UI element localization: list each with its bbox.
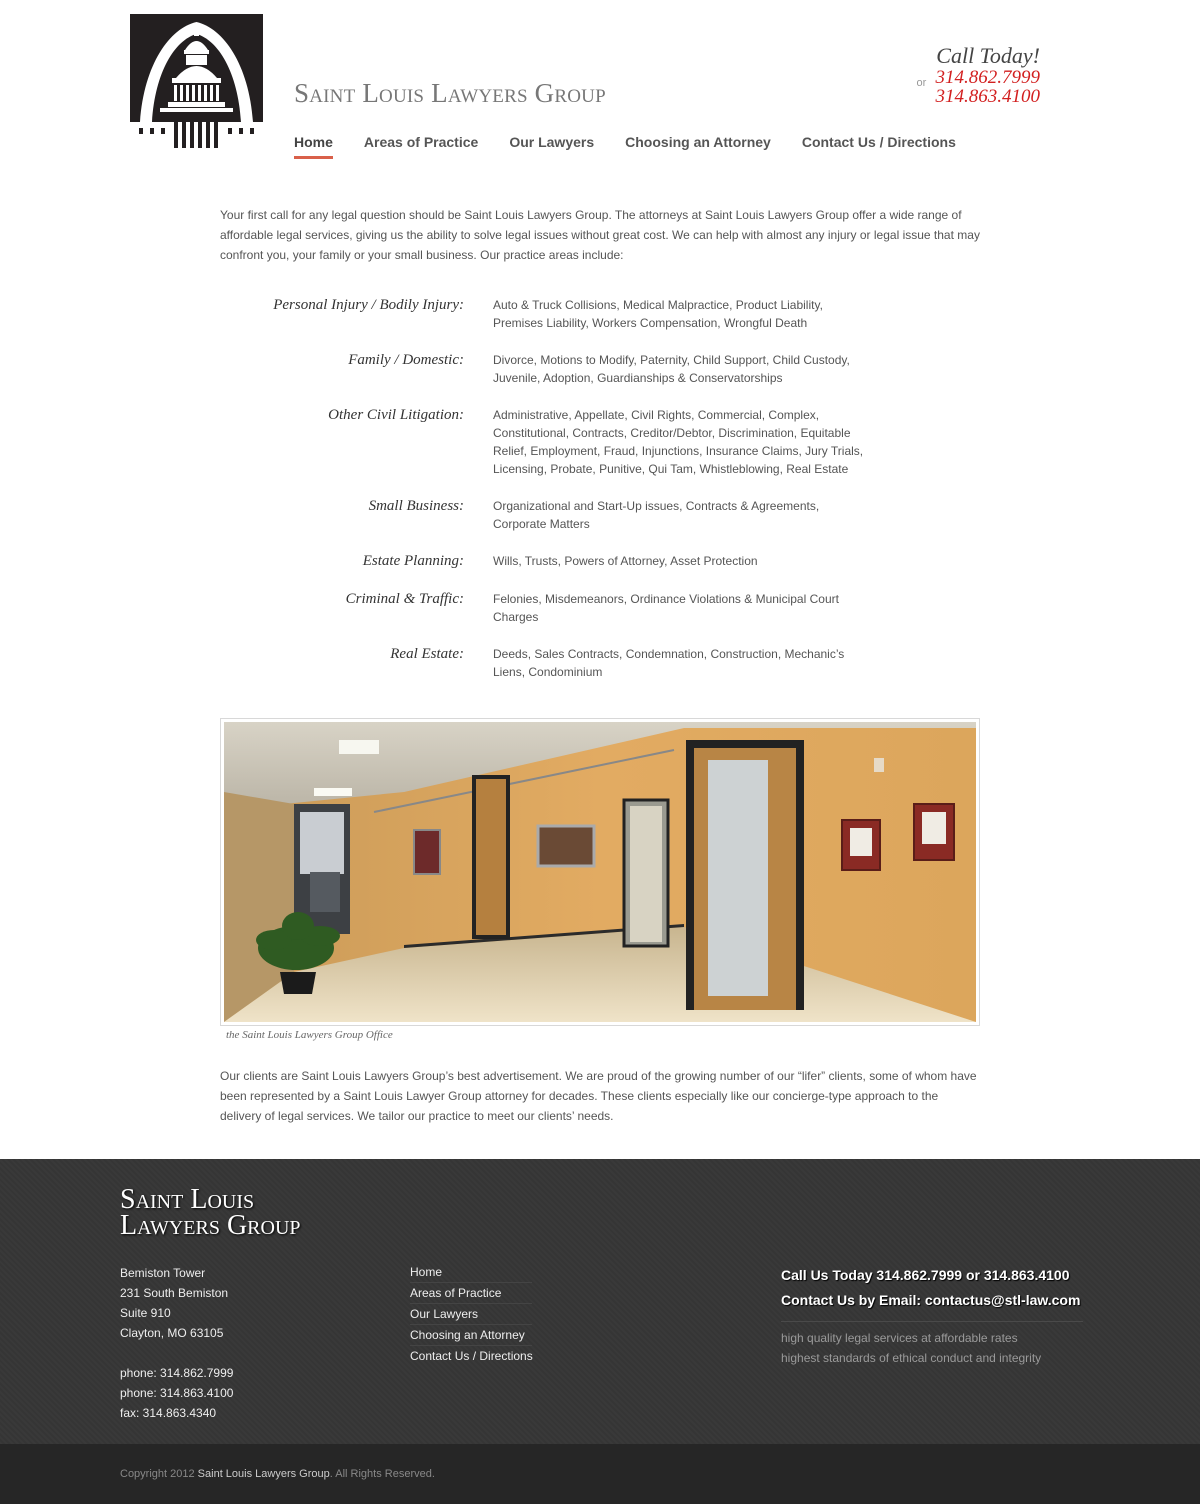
practice-label: Criminal & Traffic:	[345, 591, 464, 607]
clients-paragraph: Our clients are Saint Louis Lawyers Group’s best advertisement. We are proud of the growing number of our “lifer” clients, some of whom have been represented by a Saint Louis Lawyer Group attorney for decades. These clients especially like our concierge-type approach to the delivery of legal services. We tailor our practice to meet our clients’ needs.	[220, 1069, 977, 1123]
office-photo	[220, 718, 980, 1026]
header-phone-1[interactable]: 314.862.7999	[935, 67, 1040, 88]
footer-link-our-lawyers[interactable]: Our Lawyers	[410, 1305, 532, 1325]
footer-logo[interactable]	[120, 1184, 301, 1241]
intro-paragraph: Your first call for any legal question should be Saint Louis Lawyers Group. The attorneys at Saint Louis Lawyers Group offer a wide range of affordable legal services, giving us the ability to solve legal issues without great cost. We can help with almost any injury or legal issue that may confront you, your family or your small business. Our practice areas include:	[220, 208, 980, 262]
footer-logo-line-2: Lawyers Group	[120, 1210, 301, 1241]
tagline: highest standards of ethical conduct and integrity	[781, 1351, 1042, 1365]
copyright-text	[120, 1468, 435, 1480]
footer-contact	[781, 1263, 1083, 1368]
practice-row-family	[220, 351, 980, 387]
practice-label: Small Business:	[368, 498, 464, 514]
practice-areas-list	[220, 296, 980, 700]
address-line: Bemiston Tower	[120, 1266, 206, 1280]
call-today-heading: Call Today!	[936, 43, 1040, 68]
footer-divider	[781, 1321, 1083, 1322]
or-label: or	[916, 77, 927, 89]
nav-home[interactable]: Home	[294, 134, 333, 159]
practice-desc: Divorce, Motions to Modify, Paternity, Child Support, Child Custody, Juvenile, Adoption, Guardianships & Conservatorships	[493, 353, 850, 385]
practice-row-small-business	[220, 497, 980, 533]
office-hallway-image	[224, 722, 976, 1022]
capitol-arch-logo-icon[interactable]	[130, 14, 263, 150]
practice-label: Family / Domestic:	[348, 352, 464, 368]
call-numbers	[916, 67, 1041, 107]
address-line: Clayton, MO 63105	[120, 1326, 224, 1340]
practice-row-criminal-traffic	[220, 590, 980, 626]
practice-label: Personal Injury / Bodily Injury:	[273, 297, 464, 313]
site-footer	[0, 1159, 1200, 1444]
practice-desc: Administrative, Appellate, Civil Rights, Commercial, Complex, Constitutional, Contracts, Creditor/Debtor, Discrimination, Equitable Relief, Employment, Fraud, Injunctions, Insurance Claims, Jury Trials, Licensing, Probate, Punitive, Qui Tam, Whistleblowing, Real Estate	[493, 408, 864, 476]
practice-desc: Deeds, Sales Contracts, Condemnation, Construction, Mechanic’s Liens, Condominium	[493, 647, 845, 679]
copyright-brand-link[interactable]: Saint Louis Lawyers Group	[197, 1468, 330, 1480]
copyright-bar	[0, 1444, 1200, 1504]
footer-link-contact-directions[interactable]: Contact Us / Directions	[410, 1349, 533, 1363]
tagline: high quality legal services at affordable rates	[781, 1331, 1018, 1345]
nav-areas-of-practice[interactable]: Areas of Practice	[363, 134, 479, 150]
footer-link-home[interactable]: Home	[410, 1263, 532, 1283]
practice-row-real-estate	[220, 645, 980, 681]
footer-link-areas-of-practice[interactable]: Areas of Practice	[410, 1284, 532, 1304]
practice-label: Real Estate:	[390, 646, 464, 662]
footer-address	[120, 1263, 233, 1423]
practice-desc: Wills, Trusts, Powers of Attorney, Asset Protection	[493, 554, 758, 568]
address-line: 231 South Bemiston	[120, 1286, 229, 1300]
main-nav	[294, 134, 956, 159]
copyright-suffix: . All Rights Reserved.	[329, 1468, 435, 1480]
practice-desc: Organizational and Start-Up issues, Contracts & Agreements, Corporate Matters	[493, 499, 820, 531]
site-header	[0, 0, 1200, 180]
site-title[interactable]: Saint Louis Lawyers Group	[294, 78, 606, 108]
footer-nav	[410, 1263, 532, 1367]
practice-row-personal-injury	[220, 296, 980, 332]
footer-phone-2: phone: 314.863.4100	[120, 1386, 234, 1400]
footer-link-choosing-an-attorney[interactable]: Choosing an Attorney	[410, 1326, 532, 1346]
nav-our-lawyers[interactable]: Our Lawyers	[509, 134, 595, 150]
practice-row-estate-planning	[220, 552, 980, 571]
practice-desc: Felonies, Misdemeanors, Ordinance Violations & Municipal Court Charges	[493, 592, 839, 624]
copyright-prefix: Copyright 2012	[120, 1468, 198, 1480]
footer-call-line[interactable]: Call Us Today 314.862.7999 or 314.863.4100	[781, 1267, 1070, 1283]
footer-logo-line-1: Saint Louis	[120, 1184, 255, 1215]
footer-fax: fax: 314.863.4340	[120, 1406, 217, 1420]
call-today-box	[916, 43, 1041, 107]
practice-label: Other Civil Litigation:	[328, 407, 464, 423]
practice-row-civil-litigation	[220, 406, 980, 478]
footer-email-line[interactable]: Contact Us by Email: contactus@stl-law.com	[781, 1292, 1081, 1308]
photo-caption: the Saint Louis Lawyers Group Office	[226, 1029, 393, 1041]
nav-contact-directions[interactable]: Contact Us / Directions	[801, 134, 956, 150]
address-line: Suite 910	[120, 1306, 171, 1320]
practice-desc: Auto & Truck Collisions, Medical Malpractice, Product Liability, Premises Liability, Workers Compensation, Wrongful Death	[493, 298, 823, 330]
nav-choosing-an-attorney[interactable]: Choosing an Attorney	[625, 134, 771, 150]
footer-phone-1: phone: 314.862.7999	[120, 1366, 234, 1380]
practice-label: Estate Planning:	[362, 553, 464, 569]
header-phone-2[interactable]: 314.863.4100	[935, 86, 1040, 107]
